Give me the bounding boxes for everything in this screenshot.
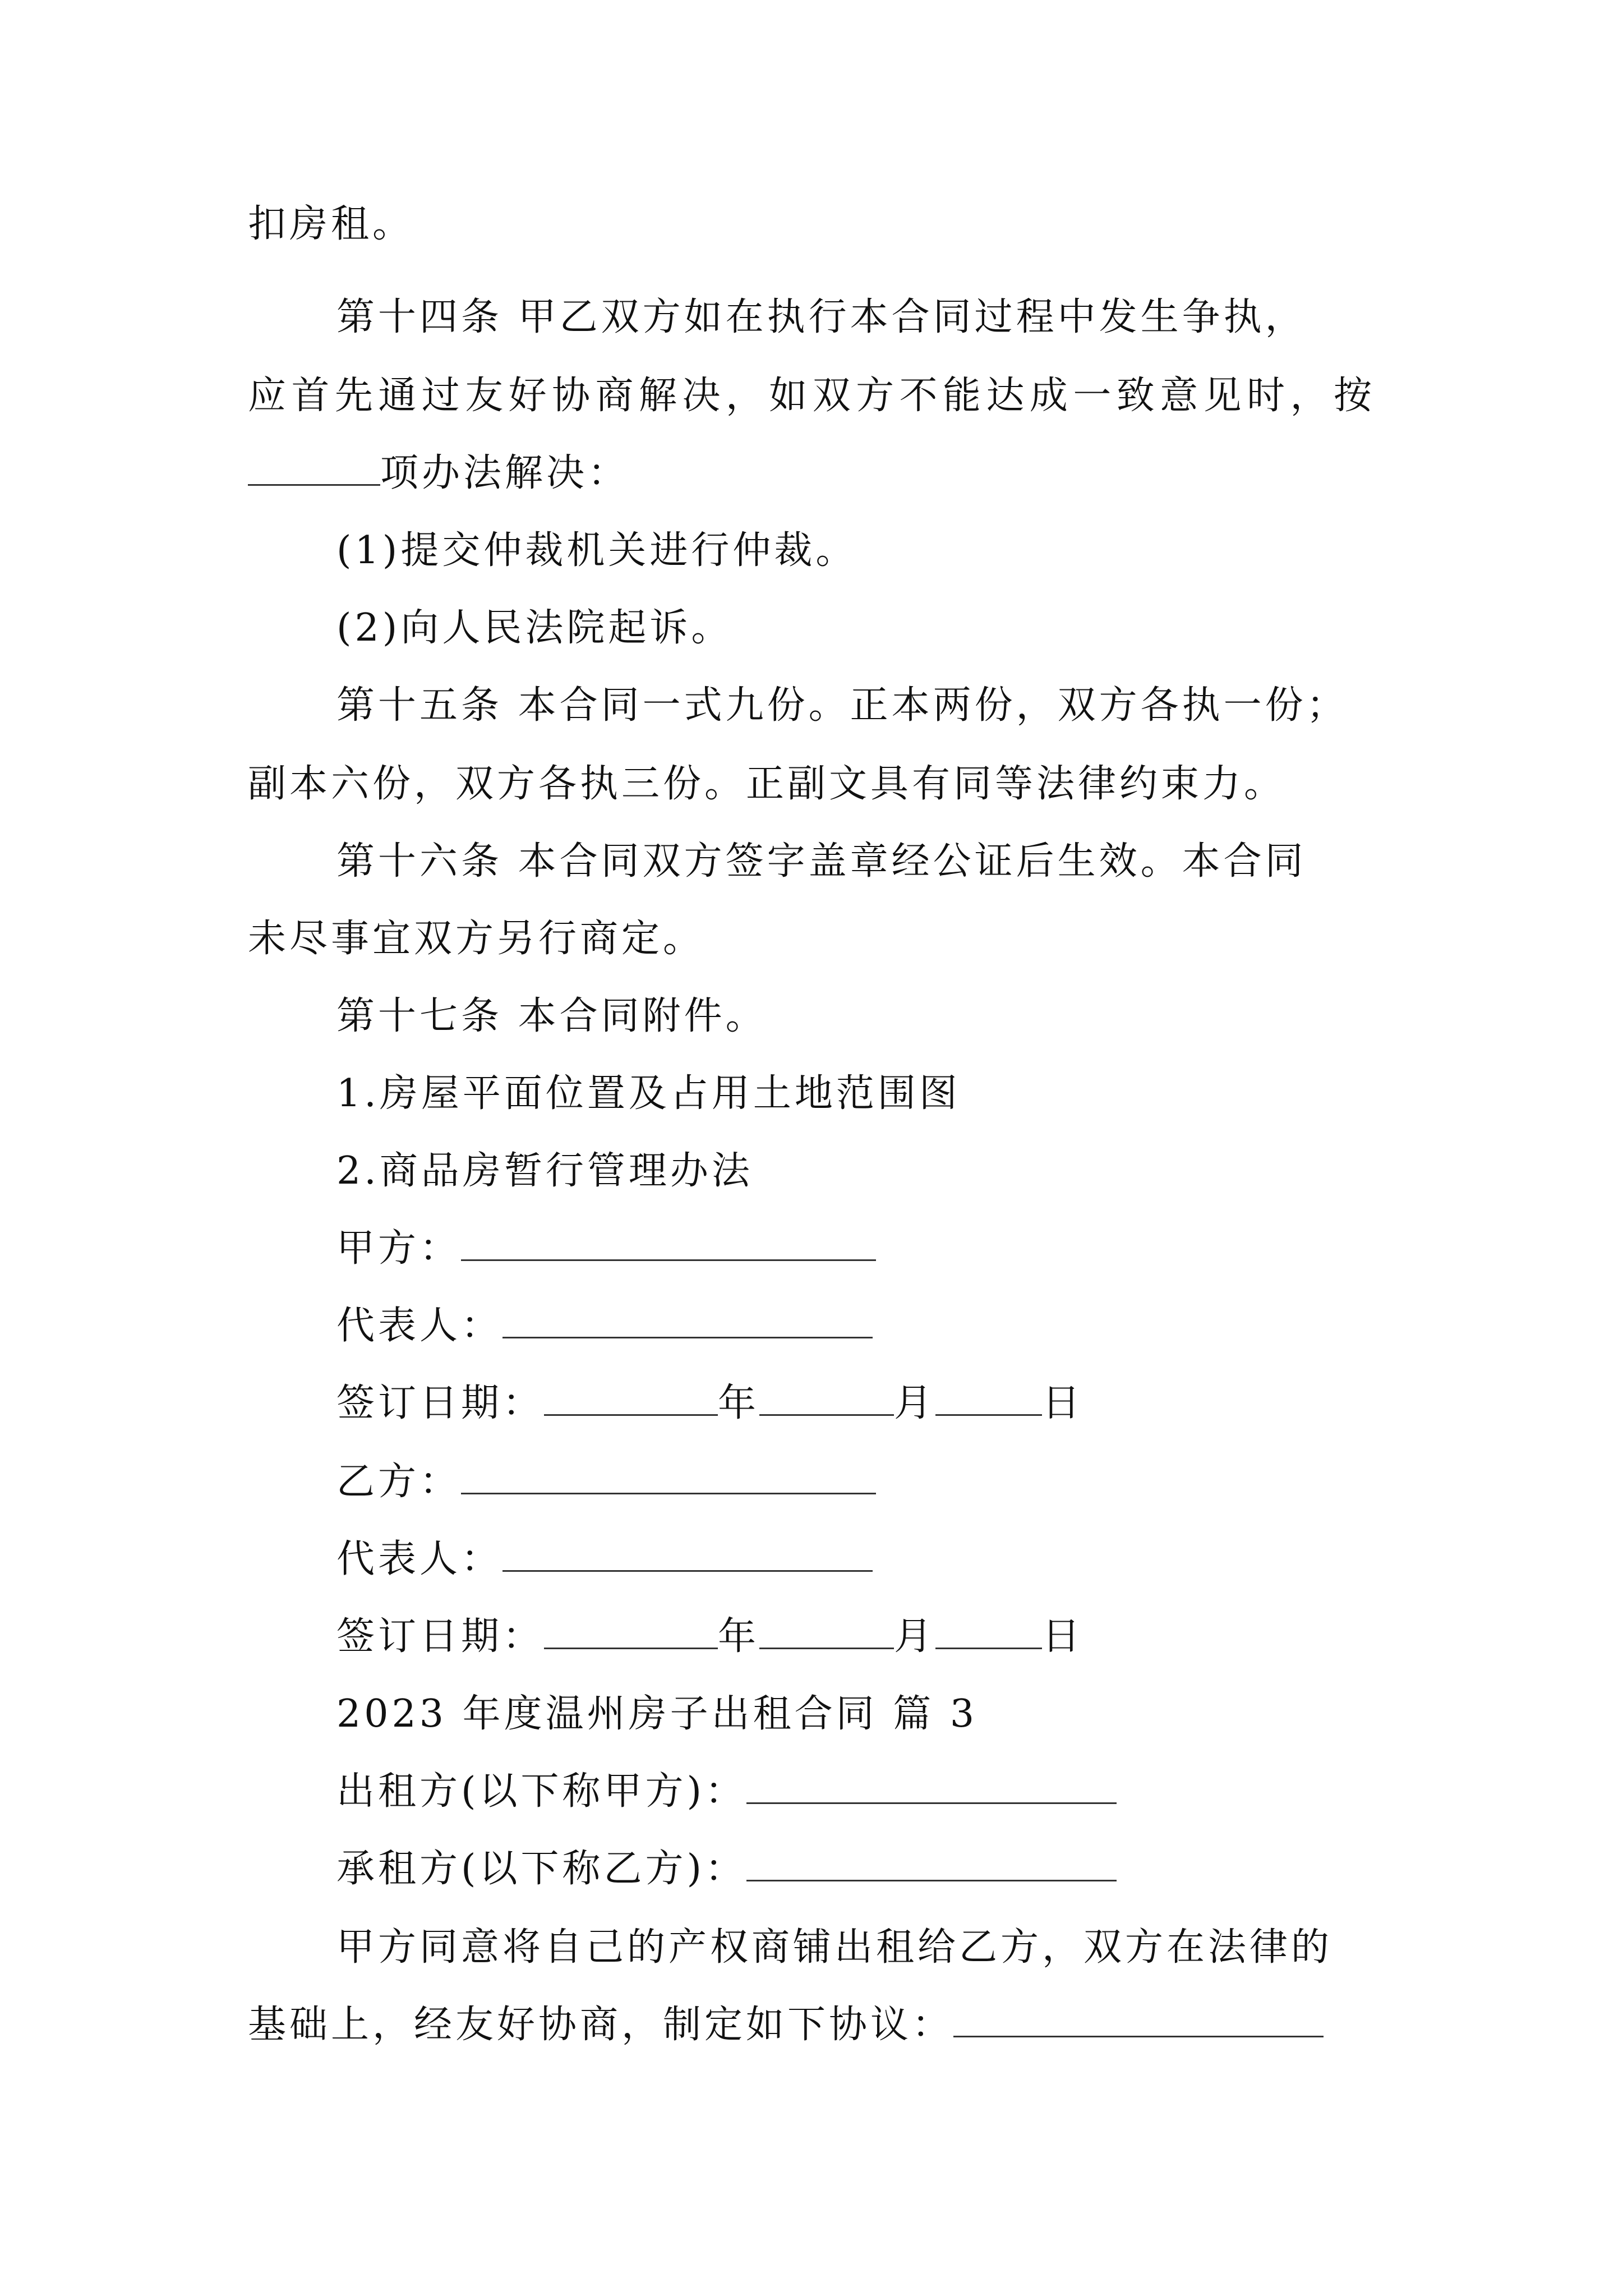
line-text: 第十七条 本合同附件。 [336,994,767,1038]
month-blank [759,1611,894,1649]
month-blank [759,1377,894,1416]
line-text: (2)向人民法院起诉。 [336,606,733,650]
year-label: 年 [718,1614,760,1659]
line-text: 扣房租。 [248,202,414,246]
field-label: 乙方： [336,1460,462,1504]
line-text: (1)提交仲裁机关进行仲裁。 [336,528,857,573]
field-label: 代表人： [336,1304,503,1348]
signature-blank [502,1300,873,1338]
field-label: 代表人： [336,1537,503,1581]
year-blank [544,1611,718,1649]
party-a-line [336,1222,876,1276]
attachment-item [336,1067,961,1121]
field-label: 出租方(以下称甲方)： [336,1769,747,1814]
list-item [336,524,857,578]
line-text: 基础上，经友好协商，制定如下协议： [248,2003,954,2047]
list-item [336,601,732,655]
party-b-line [336,1455,876,1509]
name-blank [746,1765,1117,1804]
line-text: 第十五条 本合同一式九份。正本两份，双方各执一份； [336,683,1348,728]
text-line [248,369,1375,423]
article-16-heading [336,835,1307,889]
signing-date-line [336,1377,1083,1430]
attachment-item [336,1144,753,1198]
fill-blank [248,447,380,486]
field-label: 承租方(以下称乙方)： [336,1847,747,1891]
line-text: 1.房屋平面位置及占用土地范围图 [336,1071,961,1116]
text-line [336,1921,1332,1975]
line-text: 2.商品房暂行管理办法 [336,1149,753,1193]
field-label: 甲方： [336,1226,462,1271]
day-label: 日 [1042,1381,1084,1425]
signature-blank [461,1456,876,1494]
day-blank [935,1611,1042,1649]
name-blank [746,1843,1117,1881]
representative-line [336,1533,873,1586]
section-title [336,1687,978,1741]
agreement-blank [953,1999,1324,2037]
day-blank [935,1377,1042,1416]
text-line [248,912,704,966]
day-label: 日 [1042,1614,1084,1659]
month-label: 月 [894,1614,936,1659]
signature-blank [461,1222,876,1261]
article-15-heading [336,679,1348,733]
article-14-heading [336,291,1307,344]
line-text: 应首先通过友好协商解决，如双方不能达成一致意见时，按 [248,374,1375,418]
month-label: 月 [894,1381,936,1425]
signing-date-line [336,1610,1083,1664]
article-17-heading [336,990,767,1043]
year-blank [544,1377,718,1416]
field-label: 签订日期： [336,1614,545,1659]
lessor-line [336,1765,1117,1819]
text-line [248,447,629,500]
year-label: 年 [718,1381,760,1425]
text-line [248,197,414,251]
line-text: 副本六份，双方各执三份。正副文具有同等法律约束力。 [248,762,1286,806]
field-label: 签订日期： [336,1381,545,1425]
line-text: 项办法解决： [380,451,630,495]
line-text: 甲方同意将自己的产权商铺出租给乙方，双方在法律的 [336,1925,1333,1970]
lessee-line [336,1842,1117,1896]
text-line [248,757,1285,811]
representative-line [336,1299,873,1353]
line-text: 第十六条 本合同双方签字盖章经公证后生效。本合同 [336,839,1307,884]
line-text: 2023 年度温州房子出租合同 篇 3 [336,1692,978,1736]
text-line [248,1998,1324,2052]
line-text: 未尽事宜双方另行商定。 [248,917,705,961]
line-text: 第十四条 甲乙双方如在执行本合同过程中发生争执， [336,295,1307,339]
signature-blank [502,1533,873,1572]
